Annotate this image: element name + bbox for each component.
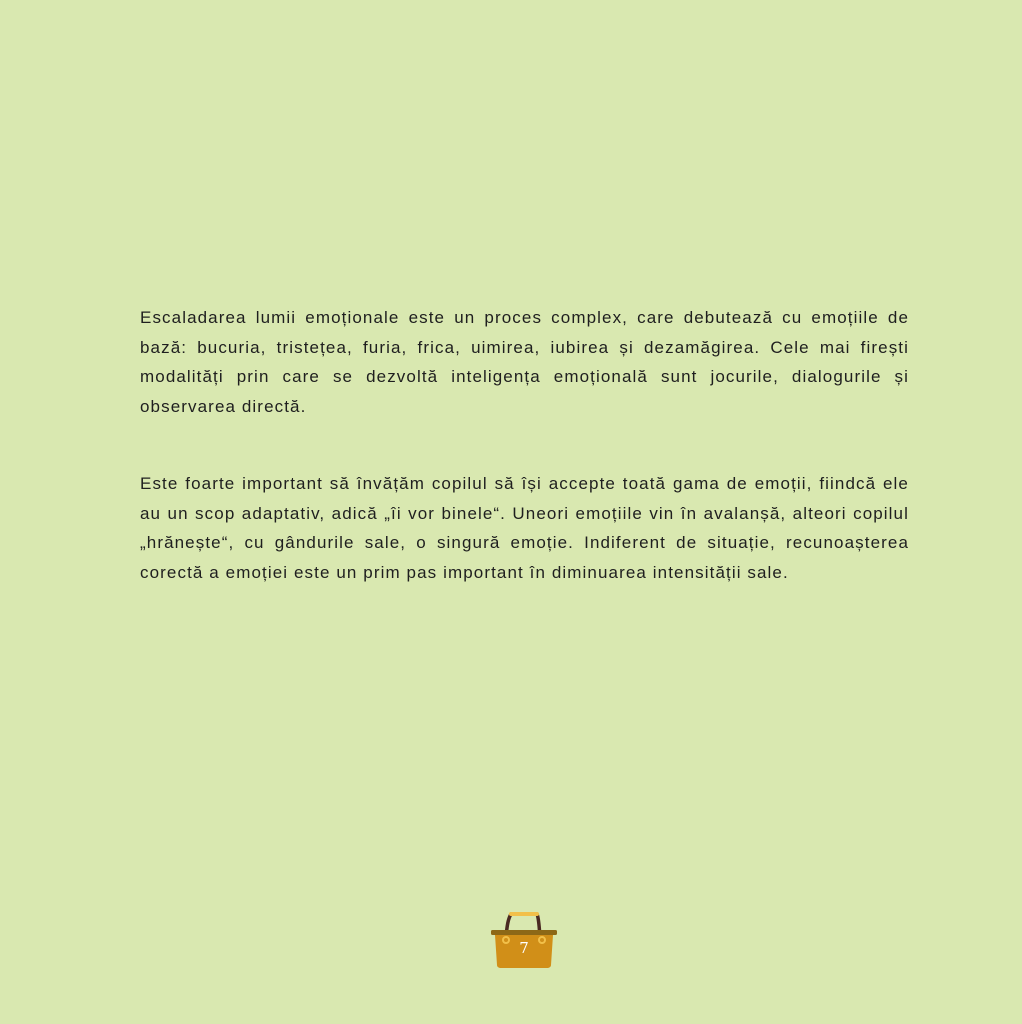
paragraph-accepting-emotions: Este foarte important să învățăm copilul să își accepte toată gama de emoții, fiindcă ele au un scop adaptativ, adică „îi vor binele“. Uneori emoțiile vin în avalanșă, alteori copilul „hrănește“, cu gândurile sale, o singură emoție. Indiferent de situație, recunoașterea corectă a emoției este un prim pas important în diminuarea intensității sale.: [140, 474, 909, 582]
main-text-content: [140, 303, 909, 587]
page-number: 7: [519, 939, 529, 957]
page-number-badge: [489, 910, 559, 972]
paragraph-emotional-world: Escaladarea lumii emoționale este un proces complex, care debutează cu emoțiile de bază: bucuria, tristețea, furia, frica, uimirea, iubirea și dezamăgirea. Cele mai firești modalități prin care se dezvoltă inteligența emoțională sunt jocurile, dialogurile și observarea directă.: [140, 308, 909, 416]
